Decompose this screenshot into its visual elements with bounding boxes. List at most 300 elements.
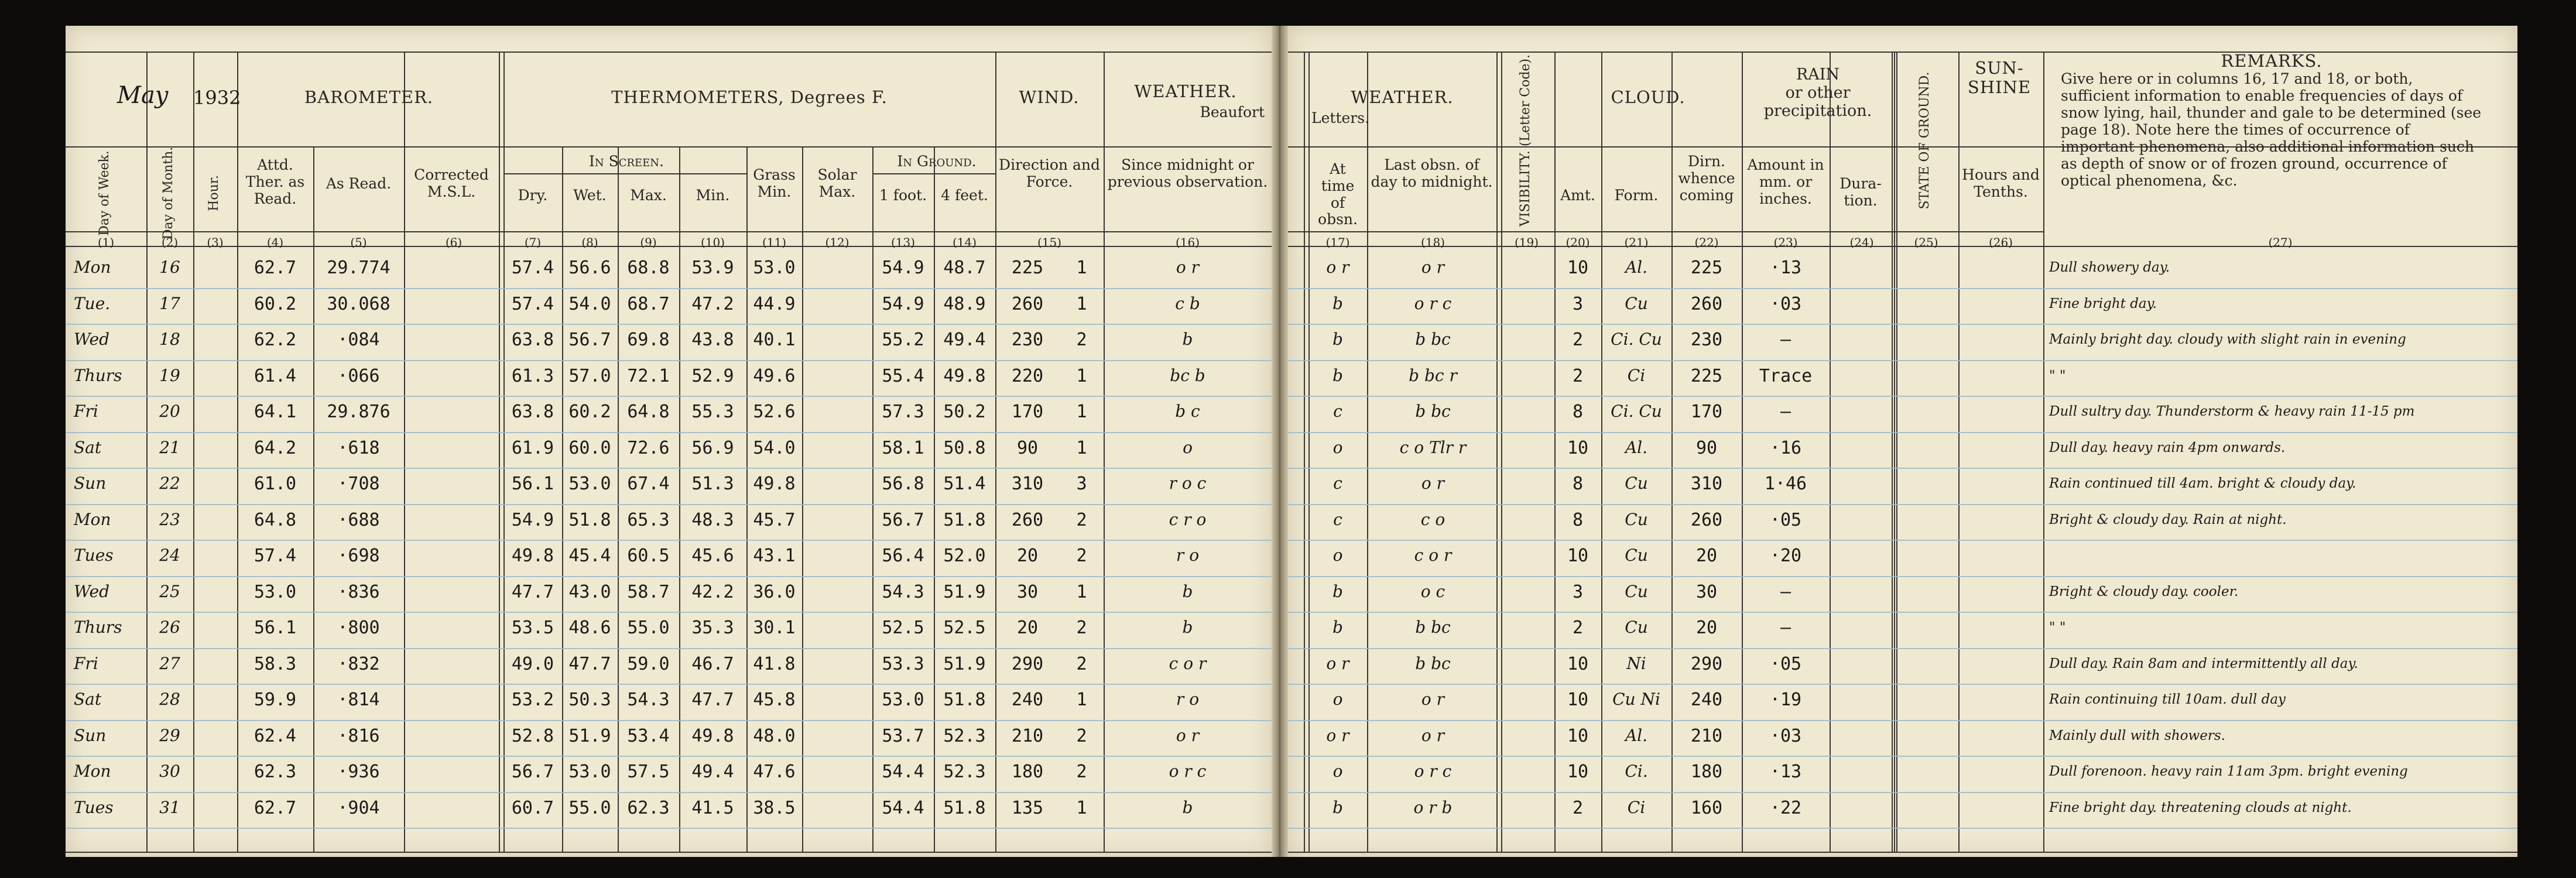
cell-wx-last: o r [1421, 725, 1445, 745]
cell-ft1: 57.3 [882, 402, 924, 422]
cell-wx-at: o r [1326, 653, 1349, 673]
cell-dom: 19 [159, 365, 180, 385]
cell-dry: 49.0 [511, 653, 554, 674]
subheader-foot1: 1 foot. [879, 187, 927, 204]
ruled-line [1288, 504, 2517, 505]
cell-wx-at: b [1332, 618, 1343, 637]
cell-ft1: 53.3 [882, 653, 924, 674]
cell-attd: 62.2 [254, 330, 297, 350]
cell-ft4: 50.8 [943, 437, 986, 458]
cell-dry: 56.7 [511, 762, 554, 782]
cell-dow: Thurs [74, 618, 122, 637]
cell-cdir: 30 [1695, 581, 1718, 602]
cell-min: 45.6 [691, 546, 734, 566]
cell-min: 47.7 [691, 690, 734, 710]
cell-rain: ·05 [1769, 653, 1802, 674]
column-number: (8) [581, 235, 598, 249]
cell-cform: Ci. Cu [1611, 402, 1662, 421]
in-screen-rule [503, 173, 746, 174]
column-rule [1958, 52, 1960, 852]
cell-wdir: 230 [1011, 330, 1044, 350]
cell-remark: " " [2049, 368, 2066, 383]
cell-max: 72.1 [627, 365, 670, 386]
cell-dom: 23 [159, 509, 180, 529]
cell-ft1: 55.4 [882, 365, 924, 386]
cell-dom: 29 [159, 725, 180, 745]
cell-baro: ·698 [337, 546, 380, 566]
sunshine-header [1961, 59, 2037, 98]
cell-max: 62.3 [627, 797, 670, 818]
subheader-duration: Dura- tion. [1839, 175, 1882, 209]
cell-wx-last: o r [1421, 474, 1445, 493]
subheader-feet4: 4 feet. [941, 187, 988, 204]
rain-header-line1: RAIN [1796, 66, 1840, 84]
cell-wet: 56.7 [568, 330, 611, 350]
cell-cdir: 240 [1690, 690, 1723, 710]
subheader-form: Form. [1614, 187, 1659, 204]
cell-rain: ·16 [1769, 437, 1802, 458]
bottom-rule [66, 852, 1272, 853]
cell-camt: 3 [1572, 581, 1584, 602]
cell-remark: Dull showery day. [2049, 260, 2170, 275]
cell-wet: 47.7 [568, 653, 611, 674]
cell-cdir: 210 [1690, 725, 1723, 746]
column-number: (25) [1914, 235, 1938, 249]
column-number: (10) [700, 235, 725, 249]
cell-wx: c o r [1169, 653, 1207, 673]
cell-cdir: 170 [1690, 402, 1723, 422]
ruled-line [66, 288, 1272, 289]
cell-max: 53.4 [627, 725, 670, 746]
cell-wx-last: c o r [1414, 546, 1452, 565]
cell-wx: b [1182, 330, 1193, 349]
cell-grass: 30.1 [753, 618, 796, 638]
cell-wdir: 310 [1011, 474, 1044, 494]
cell-attd: 62.4 [254, 725, 297, 746]
cell-remark: " " [2049, 620, 2066, 635]
cell-wx: b c [1175, 402, 1200, 421]
cell-dow: Sun [74, 474, 107, 493]
cell-max: 68.7 [627, 293, 670, 314]
subheader-dirn: Dirn. whence coming [1678, 153, 1735, 204]
cell-cdir: 90 [1695, 437, 1718, 458]
cell-rain: Trace [1759, 365, 1813, 386]
cell-attd: 57.4 [254, 546, 297, 566]
column-number: (18) [1420, 235, 1445, 249]
letters-label: Letters. [1311, 109, 1370, 126]
subheader-at-time: At time of obsn. [1318, 160, 1358, 228]
cell-rain: – [1780, 618, 1791, 638]
cell-wforce: 2 [1076, 762, 1087, 782]
cell-cform: Ci. Cu [1611, 330, 1662, 349]
cell-wforce: 2 [1076, 546, 1087, 566]
cell-wx-last: b bc [1415, 618, 1451, 637]
cell-grass: 54.0 [753, 437, 796, 458]
cell-rain: ·13 [1769, 258, 1802, 278]
cell-baro: ·708 [337, 474, 380, 494]
cell-baro: ·800 [337, 618, 380, 638]
column-number: (3) [207, 235, 224, 249]
cell-dow: Mon [74, 258, 111, 277]
cell-dow: Wed [74, 581, 109, 601]
ruled-line [66, 396, 1272, 397]
cell-dom: 16 [159, 258, 180, 277]
cell-wforce: 1 [1076, 690, 1087, 710]
cell-camt: 8 [1572, 509, 1584, 530]
ruled-line [1288, 288, 2517, 289]
cell-camt: 2 [1572, 330, 1584, 350]
cell-rain: – [1780, 402, 1791, 422]
top-rule [66, 52, 1272, 53]
cell-grass: 45.7 [753, 509, 796, 530]
cell-wx: o r c [1169, 762, 1207, 781]
cell-cform: Cu [1625, 474, 1648, 493]
cell-wx-last: b bc [1415, 402, 1451, 421]
cell-wx-at: b [1332, 797, 1343, 817]
cell-remark: Dull sultry day. Thunderstorm & heavy rain 11-15 pm [2049, 404, 2415, 419]
sunshine-line1: SUN- [1975, 58, 2024, 78]
cell-wforce: 1 [1076, 402, 1087, 422]
ruled-line [1288, 576, 2517, 577]
cell-baro: 30.068 [327, 293, 390, 314]
cell-max: 67.4 [627, 474, 670, 494]
column-number: (21) [1624, 235, 1649, 249]
cell-baro: ·832 [337, 653, 380, 674]
book-gutter [1272, 26, 1288, 857]
cell-wforce: 2 [1076, 653, 1087, 674]
cell-wx-at: b [1332, 293, 1343, 313]
ruled-line [66, 324, 1272, 325]
cell-wx-last: b bc [1415, 653, 1451, 673]
cell-wx-last: o c [1420, 581, 1445, 601]
cell-wforce: 2 [1076, 618, 1087, 638]
cell-grass: 38.5 [753, 797, 796, 818]
cell-cdir: 260 [1690, 509, 1723, 530]
cell-max: 57.5 [627, 762, 670, 782]
thermometers-header: THERMOMETERS, Degrees F. [611, 87, 888, 107]
cell-camt: 10 [1567, 546, 1589, 566]
cell-wx-last: o r [1421, 258, 1445, 277]
state-of-ground-header: STATE OF GROUND. [1917, 71, 1932, 210]
subheader-solar-max: Solar Max. [817, 166, 857, 200]
cell-remark: Bright & cloudy day. cooler. [2049, 584, 2239, 599]
cell-cform: Cu [1625, 581, 1648, 601]
cell-min: 55.3 [691, 402, 734, 422]
cell-attd: 61.4 [254, 365, 297, 386]
cell-wx: o [1183, 437, 1193, 457]
cell-wx-last: b bc r [1409, 365, 1457, 385]
cell-wx-last: o r c [1414, 293, 1452, 313]
cell-attd: 59.9 [254, 690, 297, 710]
cell-baro: ·814 [337, 690, 380, 710]
cell-ft1: 56.7 [882, 509, 924, 530]
weather-letters-header: WEATHER. [1351, 87, 1454, 107]
cell-ft4: 52.5 [943, 618, 986, 638]
cell-wdir: 170 [1011, 402, 1044, 422]
cell-cform: Al. [1625, 725, 1648, 745]
cell-dom: 25 [159, 581, 180, 601]
cell-wx: r o [1176, 690, 1200, 709]
colnum-rule [1288, 231, 2043, 232]
cell-baro: ·688 [337, 509, 380, 530]
column-number: (16) [1175, 235, 1200, 249]
cell-ft4: 51.8 [943, 797, 986, 818]
column-number: (4) [266, 235, 284, 249]
cell-remark: Rain continuing till 10am. dull day [2049, 692, 2286, 707]
cell-max: 69.8 [627, 330, 670, 350]
cell-min: 49.8 [691, 725, 734, 746]
ruled-line [66, 468, 1272, 469]
cell-camt: 8 [1572, 402, 1584, 422]
cell-cdir: 225 [1690, 258, 1723, 278]
ruled-line [66, 684, 1272, 685]
ruled-line [1288, 360, 2517, 361]
subheader-amt: Amt. [1560, 187, 1595, 204]
beaufort-label: Beaufort [1200, 104, 1265, 121]
cell-wx: b [1182, 618, 1193, 637]
cell-cform: Ni [1626, 653, 1646, 673]
column-number: (24) [1849, 235, 1874, 249]
cell-wforce: 3 [1076, 474, 1087, 494]
cell-ft4: 49.4 [943, 330, 986, 350]
column-number: (17) [1325, 235, 1350, 249]
cell-baro: ·084 [337, 330, 380, 350]
subheader-corrected: Corrected M.S.L. [414, 166, 489, 200]
column-number: (14) [952, 235, 977, 249]
cell-wx-last: o r [1421, 690, 1445, 709]
cell-dry: 56.1 [511, 474, 554, 494]
cell-min: 35.3 [691, 618, 734, 638]
cell-cform: Ci [1627, 797, 1646, 817]
cell-wet: 57.0 [568, 365, 611, 386]
day-of-week-header: Day of Week. [97, 150, 112, 236]
cell-ft4: 48.9 [943, 293, 986, 314]
cell-dow: Tue. [74, 293, 111, 313]
ruled-line [66, 720, 1272, 721]
cell-rain: ·19 [1769, 690, 1802, 710]
cell-max: 58.7 [627, 581, 670, 602]
cell-wx-at: o r [1326, 725, 1349, 745]
cell-grass: 48.0 [753, 725, 796, 746]
cell-dry: 61.9 [511, 437, 554, 458]
cell-dow: Tues [74, 797, 114, 817]
cell-baro: ·618 [337, 437, 380, 458]
column-number: (20) [1566, 235, 1590, 249]
cell-grass: 41.8 [753, 653, 796, 674]
cell-wdir: 260 [1011, 293, 1044, 314]
cell-dom: 18 [159, 330, 180, 349]
subheader-as-read: As Read. [326, 175, 392, 192]
cell-baro: ·936 [337, 762, 380, 782]
cell-wx-at: b [1332, 581, 1343, 601]
cell-ft1: 54.9 [882, 293, 924, 314]
remarks-instructions: Give here or in columns 16, 17 and 18, or both, sufficient information to enable frequencies of days of snow lying, hail, thunder and gale to be determined (see page 18). Note here the times of occurrence of important phenomena, also additional information such as depth of snow or of frozen ground, occurrence of optical phenomena, &c. [2061, 70, 2482, 189]
cell-attd: 62.7 [254, 797, 297, 818]
cell-min: 47.2 [691, 293, 734, 314]
column-rule [193, 52, 194, 852]
cell-cform: Cu [1625, 509, 1648, 529]
cell-camt: 10 [1567, 725, 1589, 746]
column-rule [404, 52, 405, 852]
cell-dom: 24 [159, 546, 180, 565]
ruled-line [66, 432, 1272, 433]
in-ground-rule [872, 173, 995, 174]
cell-ft1: 58.1 [882, 437, 924, 458]
cell-max: 72.6 [627, 437, 670, 458]
rain-header-line3: precipitation. [1763, 102, 1872, 121]
cell-grass: 44.9 [753, 293, 796, 314]
ruled-line [1288, 432, 2517, 433]
cell-cform: Al. [1625, 258, 1648, 277]
cell-wet: 51.9 [568, 725, 611, 746]
cell-wx-at: o [1332, 437, 1343, 457]
cell-cdir: 225 [1690, 365, 1723, 386]
cell-camt: 10 [1567, 437, 1589, 458]
cell-min: 49.4 [691, 762, 734, 782]
cloud-header: CLOUD. [1611, 87, 1686, 107]
cell-min: 42.2 [691, 581, 734, 602]
ruled-line [66, 576, 1272, 577]
subheader-dry: Dry. [518, 187, 548, 204]
hour-header: Hour. [206, 175, 221, 211]
cell-attd: 53.0 [254, 581, 297, 602]
cell-wforce: 1 [1076, 258, 1087, 278]
cell-wx: o r [1176, 725, 1200, 745]
cell-dow: Thurs [74, 365, 122, 385]
column-number: (15) [1037, 235, 1062, 249]
cell-remark: Bright & cloudy day. Rain at night. [2049, 512, 2287, 527]
cell-attd: 62.3 [254, 762, 297, 782]
cell-rain: ·13 [1769, 762, 1802, 782]
cell-dry: 61.3 [511, 365, 554, 386]
ruled-line [1288, 756, 2517, 757]
cell-wforce: 1 [1076, 581, 1087, 602]
cell-remark: Dull forenoon. heavy rain 11am 3pm. bright evening [2049, 764, 2408, 779]
cell-dry: 53.2 [511, 690, 554, 710]
subheader-max: Max. [630, 187, 667, 204]
cell-wdir: 180 [1011, 762, 1044, 782]
ruled-line [1288, 720, 2517, 721]
cell-wdir: 220 [1011, 365, 1044, 386]
ruled-line [1288, 468, 2517, 469]
cell-camt: 10 [1567, 762, 1589, 782]
ruled-line [1288, 684, 2517, 685]
cell-attd: 56.1 [254, 618, 297, 638]
cell-min: 48.3 [691, 509, 734, 530]
cell-wx: r o c [1169, 474, 1207, 493]
cell-ft1: 54.3 [882, 581, 924, 602]
remarks-header: REMARKS. [2221, 51, 2322, 71]
cell-remark: Dull day. heavy rain 4pm onwards. [2049, 440, 2286, 455]
subheader-rule [66, 146, 1272, 148]
cell-dom: 28 [159, 690, 180, 709]
cell-dow: Mon [74, 509, 111, 529]
cell-wforce: 1 [1076, 437, 1087, 458]
colnum-rule [66, 231, 1272, 232]
column-rule [802, 146, 803, 852]
cell-dom: 20 [159, 402, 180, 421]
year-label: 1932 [193, 87, 241, 109]
cell-wx-last: o r c [1414, 762, 1452, 781]
cell-dom: 22 [159, 474, 180, 493]
cell-cdir: 20 [1695, 618, 1718, 638]
cell-dom: 21 [159, 437, 180, 457]
cell-dry: 49.8 [511, 546, 554, 566]
cell-wet: 51.8 [568, 509, 611, 530]
cell-remark: Fine bright day. threatening clouds at night. [2049, 800, 2352, 815]
cell-cdir: 310 [1690, 474, 1723, 494]
cell-camt: 2 [1572, 797, 1584, 818]
cell-wdir: 210 [1011, 725, 1044, 746]
cell-dry: 52.8 [511, 725, 554, 746]
cell-remark: Dull day. Rain 8am and intermittently all day. [2049, 656, 2358, 671]
column-number: (7) [524, 235, 542, 249]
cell-cform: Ci [1627, 365, 1646, 385]
cell-cform: Ci. [1625, 762, 1648, 781]
cell-ft1: 54.4 [882, 797, 924, 818]
cell-baro: 29.876 [327, 402, 390, 422]
cell-wx-at: o [1332, 546, 1343, 565]
cell-grass: 52.6 [753, 402, 796, 422]
cell-dry: 54.9 [511, 509, 554, 530]
ruled-line [1288, 396, 2517, 397]
subheader-amount: Amount in mm. or inches. [1747, 156, 1824, 207]
cell-wet: 48.6 [568, 618, 611, 638]
column-number: (9) [640, 235, 657, 249]
subheader-since-midnight: Since midnight or previous observation. [1107, 156, 1268, 190]
cell-wx-at: o [1332, 690, 1343, 709]
cell-wx: bc b [1170, 365, 1205, 385]
rain-header-line2: or other [1785, 84, 1851, 102]
cell-rain: ·03 [1769, 293, 1802, 314]
cell-max: 60.5 [627, 546, 670, 566]
cell-wdir: 135 [1011, 797, 1044, 818]
column-number: (19) [1514, 235, 1539, 249]
cell-cdir: 230 [1690, 330, 1723, 350]
cell-dom: 17 [159, 293, 180, 313]
month-label: May [117, 82, 169, 109]
cell-wdir: 20 [1016, 618, 1039, 638]
cell-camt: 10 [1567, 690, 1589, 710]
cell-camt: 2 [1572, 365, 1584, 386]
column-number: (13) [890, 235, 916, 249]
cell-wdir: 20 [1016, 546, 1039, 566]
cell-wx-at: c [1333, 402, 1342, 421]
in-screen-header: In Screen. [589, 153, 664, 170]
cell-wx-at: b [1332, 330, 1343, 349]
cell-wx-last: b bc [1415, 330, 1451, 349]
cell-wx-at: o [1332, 762, 1343, 781]
column-number: (5) [350, 235, 367, 249]
cell-wdir: 240 [1011, 690, 1044, 710]
cell-attd: 58.3 [254, 653, 297, 674]
cell-wforce: 1 [1076, 365, 1087, 386]
cell-grass: 45.8 [753, 690, 796, 710]
cell-baro: 29.774 [327, 258, 390, 278]
cell-cdir: 160 [1690, 797, 1723, 818]
cell-wdir: 225 [1011, 258, 1044, 278]
ruled-line [1288, 612, 2517, 613]
cell-dom: 27 [159, 653, 180, 673]
cell-wx: b [1182, 581, 1193, 601]
cell-wx-at: c [1333, 509, 1342, 529]
cell-grass: 47.6 [753, 762, 796, 782]
cell-wx: c b [1175, 293, 1200, 313]
ruled-line [1288, 792, 2517, 793]
cell-dow: Fri [74, 653, 98, 673]
cell-ft4: 51.9 [943, 581, 986, 602]
cell-camt: 3 [1572, 293, 1584, 314]
